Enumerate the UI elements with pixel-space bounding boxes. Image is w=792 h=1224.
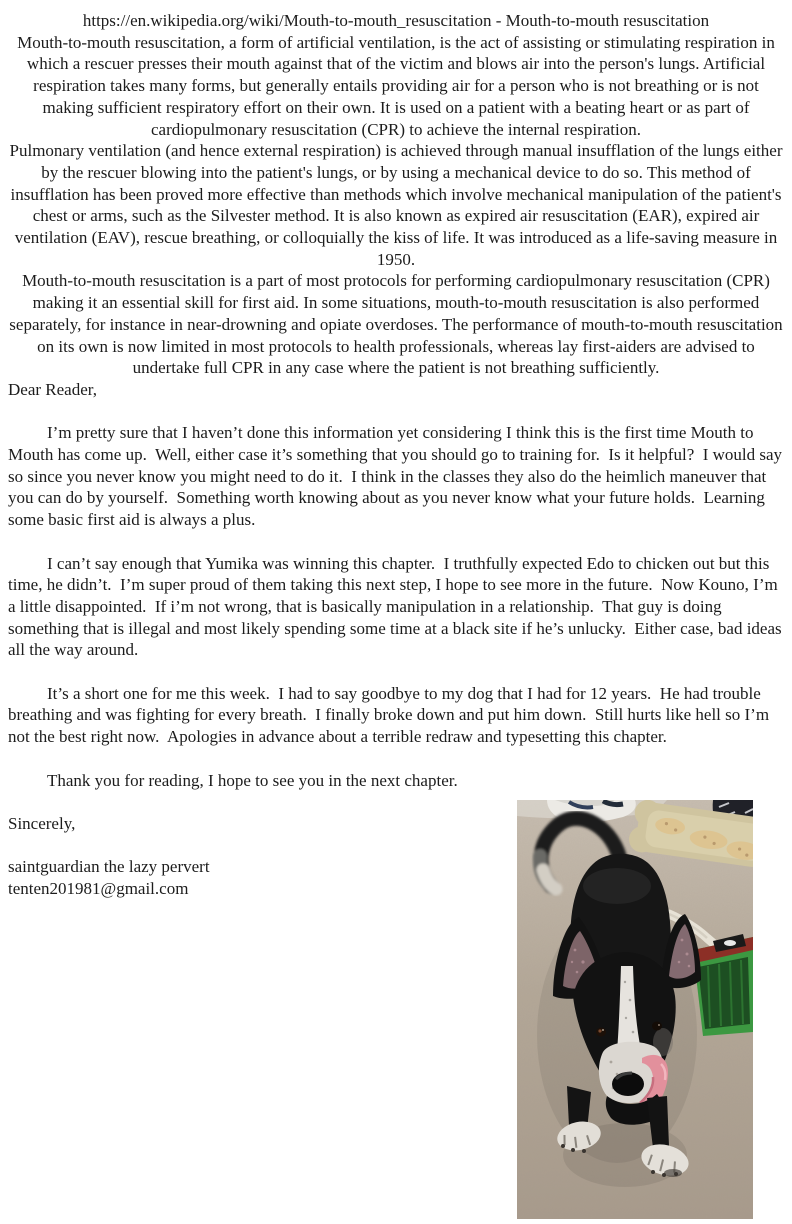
closing: Sincerely, — [8, 813, 76, 833]
salutation: Dear Reader, — [8, 379, 97, 399]
signature-name: saintguardian the lazy pervert — [8, 857, 210, 877]
thank-you-line: Thank you for reading, I hope to see you in the next chapter. — [47, 770, 458, 790]
letter-paragraph-2: I can’t say enough that Yumika was winning this chapter. I truthfully expected Edo to chicken out but this time, he didn’t. I’m super proud of them taking this next step, I hope to see more in the future. Now Kouno, I’m a little disappointed. If i’m not wrong, that is basically manipulation in a relationship. That guy is doing something that is illegal and most likely spending some time at a black site if he’s unlucky. Either case, bad ideas all the way around. — [8, 553, 782, 660]
wiki-excerpt-section — [8, 10, 784, 379]
green-box — [693, 934, 753, 1036]
wiki-paragraph-1: Mouth-to-mouth resuscitation, a form of artificial ventilation, is the act of assisting or stimulating respiration in which a rescuer presses their mouth against that of the victim and blows air into the person's lungs. Artificial respiration takes many forms, but generally entails providing air for a person who is not breathing or is not making sufficient respiratory effort on their own. It is used on a patient with a beating heart or as part of cardiopulmonary resuscitation (CPR) to achieve the internal respiration. — [17, 32, 775, 139]
dog-photo — [517, 800, 753, 1219]
wiki-paragraph-2: Pulmonary ventilation (and hence external respiration) is achieved through manual insufflation of the lungs either by the rescuer blowing into the patient's lungs, or by using a mechanical device to do so. This method of insufflation has been proved more effective than methods which involve mechanical manipulation of the patient's chest or arms, such as the Silvester method. It is also known as expired air resuscitation (EAR), expired air ventilation (EAV), rescue breathing, or colloquially the kiss of life. It was introduced as a life-saving measure in 1950. — [9, 141, 783, 269]
letter-paragraph-1: I’m pretty sure that I haven’t done this information yet considering I think this is the first time Mouth to Mouth has come up. Well, either case it’s something that you should go to training for. Is it helpful? I would say so since you never know you might need to do it. I think in the classes they also do the heimlich maneuver that you can do by yourself. Something worth knowing about as you never know what your future holds. Learning some basic first aid is always a plus. — [8, 423, 783, 530]
wiki-paragraph-3: Mouth-to-mouth resuscitation is a part of most protocols for performing cardiopulmonary resuscitation (CPR) making it an essential skill for first aid. In some situations, mouth-to-mouth resuscitation is also performed separately, for instance in near-drowning and opiate overdoses. The performance of mouth-to-mouth resuscitation on its own is now limited in most protocols to health professionals, whereas lay first-aiders are advised to undertake full CPR in any case where the patient is not breathing sufficiently. — [9, 271, 783, 378]
wiki-source-line: https://en.wikipedia.org/wiki/Mouth-to-mouth_resuscitation - Mouth-to-mouth resuscitation — [82, 11, 710, 30]
signature-email: tenten201981@gmail.com — [8, 879, 189, 899]
letter-paragraph-3: It’s a short one for me this week. I had to say goodbye to my dog that I had for 12 years. He had trouble breathing and was fighting for every breath. I finally broke down and put him down. Still hurts like hell so I’m not the best right now. Apologies in advance about a terrible redraw and typesetting this chapter. — [8, 683, 770, 747]
